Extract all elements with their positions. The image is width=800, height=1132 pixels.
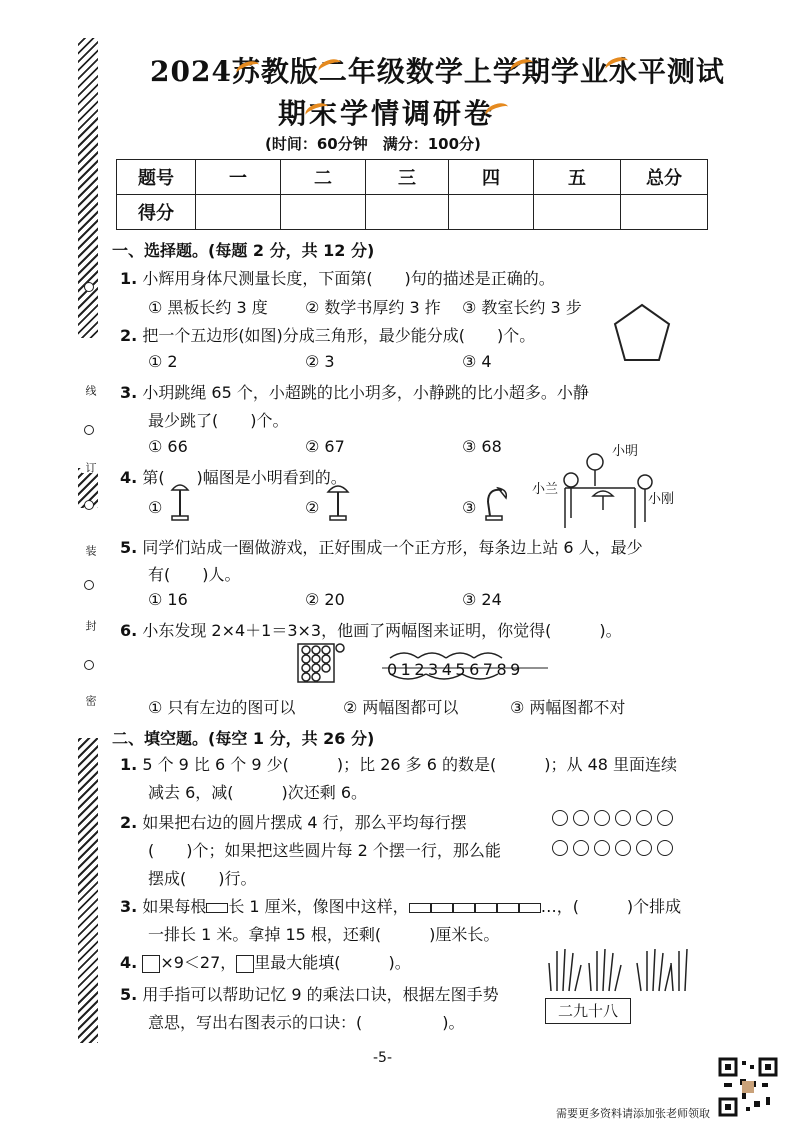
footer-note: 需要更多资料请添加张老师领取 [556, 1107, 710, 1120]
s1-q3-opt1: ① 66 [148, 437, 188, 456]
label-xiaogang: 小刚 [648, 492, 675, 507]
s1-q2-opt2: ② 3 [305, 352, 335, 371]
binding-hole [84, 282, 94, 292]
hand-caption-box: 二九十八 [545, 998, 631, 1024]
s1-q6-opt1: ① 只有左边的图可以 [148, 698, 296, 717]
s1-q2-opt3: ③ 4 [462, 352, 492, 371]
side-label-secret: 密 [84, 695, 97, 706]
label-xiaolan: 小兰 [532, 482, 559, 497]
score-header-cell: 四 [449, 160, 534, 195]
s1-q4-opt2: ② [305, 498, 320, 517]
dot-array-figure [296, 640, 348, 686]
s2-q3: 3. 如果每根 长 1 厘米，像图中这样， …，( )个排成 [120, 897, 682, 916]
binding-hole [84, 425, 94, 435]
pentagon-figure [612, 302, 672, 364]
s1-q3-opt3: ③ 68 [462, 437, 502, 456]
exam-meta: (时间：60分钟 满分：100分) [265, 135, 481, 153]
lamp-icon [484, 484, 514, 522]
binding-strip [78, 38, 100, 1043]
s1-q6: 6. 小东发现 2×4＋1＝3×3，他画了两幅图来证明，你觉得( )。 [120, 621, 622, 640]
s2-q2-line2: ( )个；如果把这些圆片每 2 个摆一行，那么能 [148, 841, 501, 860]
s1-q4-opt3: ③ [462, 498, 477, 517]
s1-q2-opt1: ① 2 [148, 352, 178, 371]
section1-heading: 一、选择题。(每题 2 分，共 12 分) [112, 241, 375, 260]
stick-row-figure [409, 903, 541, 913]
s1-q1-opt3: ③ 教室长约 3 步 [462, 298, 582, 317]
s2-q1-line2: 减去 6，减( )次还剩 6。 [148, 783, 368, 802]
s1-q4-opt1: ① [148, 498, 163, 517]
score-cell[interactable] [366, 195, 449, 230]
score-cell[interactable] [534, 195, 621, 230]
stick-icon [206, 903, 228, 913]
side-label-install: 装 [84, 545, 97, 556]
score-header-cell: 总分 [621, 160, 708, 195]
s2-q3-line2: 一排长 1 米。拿掉 15 根，还剩( )厘米长。 [148, 925, 500, 944]
score-cell[interactable] [449, 195, 534, 230]
hands-figure [545, 945, 695, 995]
blank-box[interactable] [236, 955, 254, 973]
section2-heading: 二、填空题。(每空 1 分，共 26 分) [112, 729, 375, 748]
s1-q1: 1. 小辉用身体尺测量长度，下面第( )句的描述是正确的。 [120, 269, 555, 288]
number-line-labels: 0123456789 [387, 660, 524, 679]
lamp-icon [326, 480, 350, 522]
binding-hole [84, 580, 94, 590]
s1-q5: 5. 同学们站成一圈做游戏，正好围成一个正方形，每条边上站 6 人，最少 [120, 538, 643, 557]
disc-grid-figure [552, 810, 702, 870]
label-xiaoming: 小明 [612, 444, 639, 459]
s1-q3-opt2: ② 67 [305, 437, 345, 456]
s2-q4: 4. ×9＜27， 里最大能填( )。 [120, 953, 411, 972]
side-label-seal: 封 [84, 620, 97, 631]
lamp-icon [168, 480, 192, 522]
binding-hole [84, 660, 94, 670]
exam-title: 2024苏教版二年级数学上学期学业水平测试 [150, 55, 725, 88]
s1-q1-opt2: ② 数学书厚约 3 拃 [305, 298, 441, 317]
s1-q3: 3. 小玥跳绳 65 个，小超跳的比小玥多，小静跳的比小超多。小静 [120, 383, 589, 402]
score-table [116, 159, 708, 230]
s1-q5-line2: 有( )人。 [148, 565, 241, 584]
s2-q1: 1. 5 个 9 比 6 个 9 少( )；比 26 多 6 的数是( )；从 48 里面连续 [120, 755, 678, 774]
s1-q6-opt3: ③ 两幅图都不对 [510, 698, 626, 717]
score-cell[interactable] [281, 195, 366, 230]
s1-q5-opt2: ② 20 [305, 590, 345, 609]
binding-hole [84, 500, 94, 510]
s1-q3-line2: 最少跳了( )个。 [148, 411, 289, 430]
s2-q5: 5. 用手指可以帮助记忆 9 的乘法口诀，根据左图手势 [120, 985, 499, 1004]
qr-code-icon [718, 1057, 778, 1117]
s2-q5-line2: 意思，写出右图表示的口诀：( )。 [148, 1013, 465, 1032]
score-header-cell: 五 [534, 160, 621, 195]
score-header-cell: 题号 [117, 160, 196, 195]
exam-subtitle: 期末学情调研卷 [278, 97, 496, 130]
s2-q2: 2. 如果把右边的圆片摆成 4 行，那么平均每行摆 [120, 813, 467, 832]
s1-q5-opt3: ③ 24 [462, 590, 502, 609]
page-number: -5- [373, 1050, 393, 1066]
side-label-line: 线 [84, 385, 97, 396]
s1-q1-opt1: ① 黑板长约 3 度 [148, 298, 268, 317]
s1-q5-opt1: ① 16 [148, 590, 188, 609]
score-row-label: 得分 [117, 195, 196, 230]
score-cell[interactable] [621, 195, 708, 230]
side-label-bind: 订 [84, 462, 97, 473]
s1-q4: 4. 第( )幅图是小明看到的。 [120, 468, 347, 487]
score-header-cell: 二 [281, 160, 366, 195]
blank-box[interactable] [142, 955, 160, 973]
s1-q2: 2. 把一个五边形(如图)分成三角形，最少能分成( )个。 [120, 326, 536, 345]
score-header-cell: 三 [366, 160, 449, 195]
score-cell[interactable] [196, 195, 281, 230]
s2-q2-line3: 摆成( )行。 [148, 869, 257, 888]
s1-q6-opt2: ② 两幅图都可以 [343, 698, 459, 717]
score-header-cell: 一 [196, 160, 281, 195]
